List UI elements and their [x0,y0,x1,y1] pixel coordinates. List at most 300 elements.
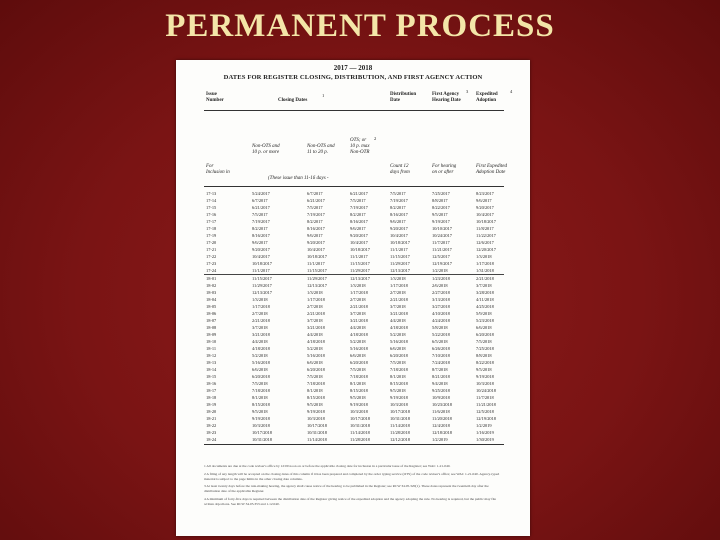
table-cell: 9/6/2017 [476,198,492,203]
table-row [204,429,504,436]
table-cell: 9/20/2017 [350,233,368,238]
header-expedited [476,92,498,104]
table-cell: 5/2/2018 [390,332,406,337]
table-row [204,422,504,429]
table-cell: 2/7/2018 [307,304,323,309]
table-cell: 18-12 [206,353,217,358]
table-cell: 10/31/2018 [390,416,411,421]
table-cell: 9/5/2018 [476,367,492,372]
header-col-b-line1: Non-OTS and [307,144,335,149]
table-cell: 8/15/2018 [252,402,270,407]
table-cell: 12/20/2017 [476,247,497,252]
table-cell: 11/1/2017 [252,268,270,273]
table-cell: 10/31/2018 [350,423,371,428]
header-col-b [307,144,335,156]
table-row [204,331,504,338]
header-col-c-line1: OTS; or [350,138,367,143]
table-cell: 3/21/2018 [252,332,270,337]
table-cell: 10/18/2017 [252,261,273,266]
table-cell: 7/18/2018 [350,374,368,379]
table-cell: 18-14 [206,367,217,372]
table-cell: 7/5/2018 [350,367,366,372]
table-cell: 9/25/2018 [432,388,450,393]
table-cell: 1/30/2019 [476,437,494,442]
table-cell: 11/28/2018 [350,437,370,442]
table-cell: 7/18/2018 [252,388,270,393]
table-cell: 18-18 [206,395,217,400]
table-cell: 10/17/2018 [350,416,371,421]
table-cell: 18-17 [206,388,217,393]
table-row [204,239,504,246]
table-cell: 18-08 [206,325,217,330]
header-col-c-line3: Non-OTR [350,150,370,155]
header-first-agency [432,92,461,104]
table-row [204,225,504,232]
header-expedited-label: Expedited [476,92,498,97]
table-cell: 10/18/2017 [476,219,497,224]
table-row [204,401,504,408]
table-cell: 11/14/2018 [390,423,410,428]
table-cell: 18-20 [206,409,217,414]
table-cell: 8/15/2018 [307,395,325,400]
table-cell: 8/8/2018 [476,353,492,358]
header-expedited-label-2: Adoption [476,98,497,103]
table-cell: 4/18/2018 [390,325,408,330]
table-row [204,352,504,359]
table-cell: 7/25/2017 [432,191,450,196]
table-cell: 12/13/2017 [307,283,328,288]
table-cell: 7/5/2018 [476,339,492,344]
table-cell: 11/15/2017 [252,276,272,281]
table-row [204,394,504,401]
table-cell: 7/19/2017 [350,205,368,210]
table-cell: 10/4/2017 [350,240,368,245]
header-count-line2: days from [390,170,410,175]
table-row [204,296,504,303]
table-cell: 17-17 [206,219,217,224]
table-cell: 12/19/2017 [432,261,453,266]
table-cell: 1/3/2018 [350,283,366,288]
table-cell: 6/20/2018 [476,332,494,337]
table-cell: 11/15/2017 [307,268,327,273]
table-cell: 10/9/2018 [432,395,450,400]
table-cell: 11/8/2017 [476,226,494,231]
table-row [204,274,504,282]
table-cell: 9/19/2018 [476,374,494,379]
table-cell: 8/2/2017 [350,212,366,217]
table-cell: 3/13/2018 [432,297,450,302]
table-cell: 2/21/2018 [476,276,494,281]
table-cell: 1/3/2018 [390,276,406,281]
table-cell: 5/16/2018 [252,360,270,365]
table-cell: 10/17/2018 [307,423,328,428]
table-cell: 8/1/2018 [390,374,406,379]
table-cell: 10/4/2017 [307,247,325,252]
table-cell: 10/17/2018 [390,409,411,414]
table-row [204,366,504,373]
table-cell: 1/3/2018 [252,297,268,302]
table-cell: 9/19/2017 [432,219,450,224]
table-row [204,436,504,443]
table-row [204,211,504,218]
table-cell: 5/16/2018 [307,353,325,358]
table-row [204,232,504,239]
header-col-b-line2: 11 to 20 p. [307,150,329,155]
header-closing: Closing Dates [278,98,308,103]
table-cell: 6/21/2017 [252,205,270,210]
table-cell: 8/16/2017 [390,212,408,217]
table-cell: 18-21 [206,416,217,421]
table-cell: 12/13/2017 [252,290,273,295]
table-cell: 4/10/2018 [432,311,450,316]
table-row [204,267,504,274]
header-col-c [350,138,370,156]
table-cell: 11/22/2017 [476,233,496,238]
header-count [390,164,410,176]
table-cell: 18-11 [206,346,217,351]
table-row [204,345,504,352]
header-hearing [432,164,456,176]
table-cell: 8/1/2018 [350,381,366,386]
table-cell: 2/7/2018 [390,290,406,295]
table-cell: 6/7/2017 [252,198,268,203]
table-cell: 10/18/2017 [307,254,328,259]
table-cell: 18-19 [206,402,217,407]
table-cell: 5/2/2018 [307,346,323,351]
table-cell: 17-15 [206,205,217,210]
table-cell: 7/5/2018 [307,374,323,379]
table-cell: 4/18/2018 [252,346,270,351]
table-cell: 10/4/2017 [476,212,494,217]
table-cell: 2/21/2018 [350,304,368,309]
header-first-agency-label: First Agency [432,92,460,97]
table-cell: 7/5/2018 [252,381,268,386]
table-cell: 12/4/2018 [432,423,450,428]
header-hearing-line2: on or after [432,170,454,175]
table-cell: 7/5/2017 [390,191,406,196]
table-row [204,324,504,331]
table-cell: 6/6/2018 [307,360,323,365]
table-cell: 5/2/2018 [350,339,366,344]
table-cell: 2/21/2018 [307,311,325,316]
table-rule-bottom [204,444,504,445]
header-rule-top [204,110,504,111]
table-row [204,380,504,387]
table-cell: 2/21/2018 [390,297,408,302]
table-cell: 1/3/2018 [476,254,492,259]
slide-title: PERMANENT PROCESS [165,8,555,44]
table-cell: 18-22 [206,423,217,428]
table-cell: 10/18/2017 [390,240,411,245]
header-distribution-label-2: Date [390,98,400,103]
table-row [204,197,504,204]
table-cell: 12/13/2017 [390,268,411,273]
table-cell: 8/2/2017 [307,219,323,224]
table-cell: 2/27/2018 [432,290,450,295]
table-cell: 7/19/2017 [390,198,408,203]
header-col-a-line2: 10 p. or more [252,150,280,155]
table-row [204,387,504,394]
table-cell: 10/31/2018 [252,437,273,442]
table-row [204,218,504,225]
header-sup-3: 3 [466,89,469,94]
footnote: 4 A minimum of forty-five days is required between the distribution date of the Register giving notice of the expedited adoption and the agency adopting the rule. No hearing is required, but the public may file written objections. See RCW 34.05.353 and 1.12.040. [204,496,497,506]
table-cell: 4/4/2018 [307,332,323,337]
table-cell: 9/6/2017 [307,233,323,238]
document-page [176,60,530,536]
table-cell: 11/29/2017 [307,276,327,281]
table-cell: 6/6/2018 [252,367,268,372]
table-cell: 18-09 [206,332,217,337]
table-cell: 5/2/2018 [252,353,268,358]
table-cell: 9/5/2018 [390,388,406,393]
table-cell: 1/2/2019 [476,423,492,428]
table-cell: 12/18/2018 [432,430,453,435]
table-cell: 11/7/2018 [476,395,494,400]
table-cell: 11/14/2018 [307,437,327,442]
table-cell: 9/19/2018 [307,409,325,414]
table-cell: 18-03 [206,290,217,295]
table-cell: 12/5/2018 [476,409,494,414]
table-cell: 5/8/2018 [432,325,448,330]
table-cell: 10/3/2018 [307,416,325,421]
table-row [204,260,504,267]
table-cell: 6/20/2018 [350,360,368,365]
table-cell: 10/3/2018 [252,423,270,428]
table-cell: 9/19/2018 [350,402,368,407]
table-cell: 3/7/2018 [252,325,268,330]
table-cell: 9/4/2018 [432,381,448,386]
table-cell: 7/25/2018 [476,346,494,351]
table-cell: 1/3/2018 [307,290,323,295]
table-cell: 11/20/2018 [432,416,452,421]
table-row [204,303,504,310]
table-cell: 4/4/2018 [350,325,366,330]
table-cell: 6/21/2017 [307,198,325,203]
table-row [204,317,504,324]
table-cell: 17-23 [206,261,217,266]
table-cell: 12/19/2018 [476,416,497,421]
table-cell: 8/1/2018 [307,388,323,393]
table-cell: 10/18/2017 [350,247,371,252]
table-row [204,373,504,380]
table-cell: 8/16/2017 [307,226,325,231]
table-cell: 10/24/2018 [476,388,497,393]
table-cell: 6/6/2018 [350,353,366,358]
table-cell: 5/16/2018 [390,339,408,344]
table-cell: 6/7/2017 [307,191,323,196]
table-cell: 10/17/2018 [252,430,273,435]
header-for-line1: For [206,164,214,169]
table-row [204,282,504,289]
table-cell: 8/2/2017 [390,205,406,210]
table-cell: 2/7/2018 [350,297,366,302]
table-cell: 17-20 [206,240,217,245]
table-row [204,253,504,260]
table-cell: 9/6/2017 [350,226,366,231]
header-rule-bottom [204,186,504,187]
table-cell: 9/5/2017 [432,212,448,217]
table-cell: 9/6/2017 [252,240,268,245]
table-cell: 4/4/2018 [252,339,268,344]
footnote: 1 All documents are due at the code reviser's office by 12:00 noon on or before the applicable closing date for inclusion in a particular issue of the Register; see WAC 1-21-040. [204,464,451,468]
header-sup-1: 1 [322,93,325,98]
header-issue-label: Issue [206,92,217,97]
table-row [204,246,504,253]
header-col-a [252,144,280,156]
table-cell: 18-02 [206,283,217,288]
table-cell: 11/29/2017 [350,268,370,273]
table-cell: 18-13 [206,360,217,365]
table-cell: 8/16/2017 [252,233,270,238]
table-cell: 9/5/2018 [350,395,366,400]
table-cell: 4/24/2018 [432,318,450,323]
table-cell: 11/1/2017 [350,254,368,259]
table-cell: 7/5/2018 [390,360,406,365]
table-cell: 7/10/2018 [432,353,450,358]
footnote: 3 At least twenty days before the rule-making hearing, the agency shall cause notice of the hearing to be published in the Register; see RCW 34.05.320(1). These dates represent the twentieth day after the distribution date of the applicable Register. [204,484,489,494]
table-cell: 18-24 [206,437,217,442]
table-cell: 10/23/2018 [432,402,453,407]
table-cell: 5/24/2017 [252,191,270,196]
table-cell: 4/4/2018 [390,318,406,323]
table-cell: 17-18 [206,226,217,231]
table-cell: 11/6/2018 [432,409,450,414]
table-row [204,338,504,345]
table-cell: 10/3/2018 [390,402,408,407]
table-cell: 4/11/2018 [476,297,494,302]
table-cell: 18-16 [206,381,217,386]
table-row [204,415,504,422]
footnote: 2 A filing of any length will be accepted on the closing dates of this column if it has been prepared and completed by the order typing service (OTS) of the code reviser's office; see WAC 1-21-040. Agency-typed material is subject to the page limits in the other closing date columns. [204,471,500,481]
table-cell: 18-06 [206,311,217,316]
header-first-exp-line1: First Expedited [476,164,507,169]
table-cell: 6/21/2017 [350,191,368,196]
table-cell: 8/8/2017 [432,198,448,203]
header-hearing-line1: For hearing [432,164,457,169]
table-cell: 11/21/2018 [476,402,496,407]
table-cell: 7/18/2018 [307,381,325,386]
table-cell: 6/20/2018 [390,353,408,358]
table-cell: 8/16/2017 [350,219,368,224]
table-row [204,190,504,197]
table-cell: 11/15/2017 [350,261,370,266]
table-cell: 1/2/2018 [432,268,448,273]
table-cell: 3/7/2018 [350,311,366,316]
table-cell: 1/31/2018 [476,268,494,273]
table-cell: 3/21/2018 [307,325,325,330]
table-cell: 17-13 [206,191,217,196]
header-issue [206,92,224,104]
table-cell: 1/17/2018 [350,290,368,295]
table-row [204,204,504,211]
table-cell: 5/9/2018 [476,311,492,316]
table-cell: 1/17/2018 [252,304,270,309]
table-cell: 11/21/2017 [432,247,452,252]
table-cell: 8/22/2018 [476,360,494,365]
table-cell: 12/5/2017 [432,254,450,259]
table-cell: 11/15/2017 [390,254,410,259]
table-cell: 2/6/2018 [432,283,448,288]
table-cell: 5/16/2018 [350,346,368,351]
table-cell: 11/29/2017 [390,261,410,266]
table-cell: 3/7/2018 [307,318,323,323]
header-for [206,164,230,176]
table-row [204,359,504,366]
table-cell: 10/4/2017 [252,254,270,259]
table-cell: 2/7/2018 [252,311,268,316]
table-cell: 8/7/2018 [432,367,448,372]
header-distribution [390,92,416,104]
table-row [204,408,504,415]
table-cell: 9/19/2018 [390,395,408,400]
table-cell: 11/1/2017 [390,247,408,252]
table-cell: 12/12/2018 [390,437,411,442]
table-cell: 1/16/2019 [476,430,494,435]
table-cell: 6/5/2018 [432,339,448,344]
table-cell: 3/21/2018 [350,318,368,323]
table-cell: 4/25/2018 [476,304,494,309]
table-cell: 10/3/2018 [350,409,368,414]
table-cell: 9/20/2017 [390,226,408,231]
table-cell: 12/6/2017 [476,240,494,245]
table-cell: 9/19/2018 [252,416,270,421]
table-cell: 18-23 [206,430,217,435]
table-cell: 5/23/2018 [476,318,494,323]
table-cell: 7/19/2017 [307,212,325,217]
table-cell: 8/1/2018 [252,395,268,400]
table-cell: 1/17/2018 [307,297,325,302]
table-cell: 9/5/2018 [307,402,323,407]
table-cell: 17-21 [206,247,217,252]
table-cell: 17-16 [206,212,217,217]
table-cell: 1/2/2019 [432,437,448,442]
table-cell: 11/14/2018 [350,430,370,435]
table-cell: 8/21/2018 [432,374,450,379]
table-cell: 11/28/2018 [390,430,410,435]
table-cell: 10/24/2017 [432,233,453,238]
table-row [204,310,504,317]
header-first-agency-label-2: Hearing Date [432,98,461,103]
table-cell: 6/6/2018 [476,325,492,330]
doc-year: 2017 — 2018 [333,64,373,72]
table-cell: 9/6/2017 [390,219,406,224]
table-cell: 1/17/2018 [476,261,494,266]
table-cell: 18-07 [206,318,217,323]
table-cell: 18-15 [206,374,217,379]
table-cell: 6/6/2018 [390,346,406,351]
table-cell: 6/20/2018 [307,367,325,372]
table-cell: 2/21/2018 [252,318,270,323]
doc-title: DATES FOR REGISTER CLOSING, DISTRIBUTION, AND FIRST AGENCY ACTION [223,74,483,81]
table-cell: 17-24 [206,268,217,273]
table-cell: 3/28/2018 [476,290,494,295]
header-for-line2: Inclusion in [206,170,230,175]
table-cell: 8/15/2018 [390,381,408,386]
table-cell: 4/18/2018 [307,339,325,344]
table-cell: 9/20/2017 [252,247,270,252]
table-cell: 10/10/2017 [432,226,453,231]
table-cell: 7/19/2017 [252,219,270,224]
table-cell: 3/21/2018 [390,311,408,316]
table-cell: 7/18/2018 [390,367,408,372]
footnotes [204,464,504,510]
header-number-label: Number [206,98,224,103]
table-cell: 3/7/2018 [476,283,492,288]
table-cell: 11/29/2017 [252,283,272,288]
table-cell: 17-14 [206,198,217,203]
table-cell: 8/22/2017 [432,205,450,210]
